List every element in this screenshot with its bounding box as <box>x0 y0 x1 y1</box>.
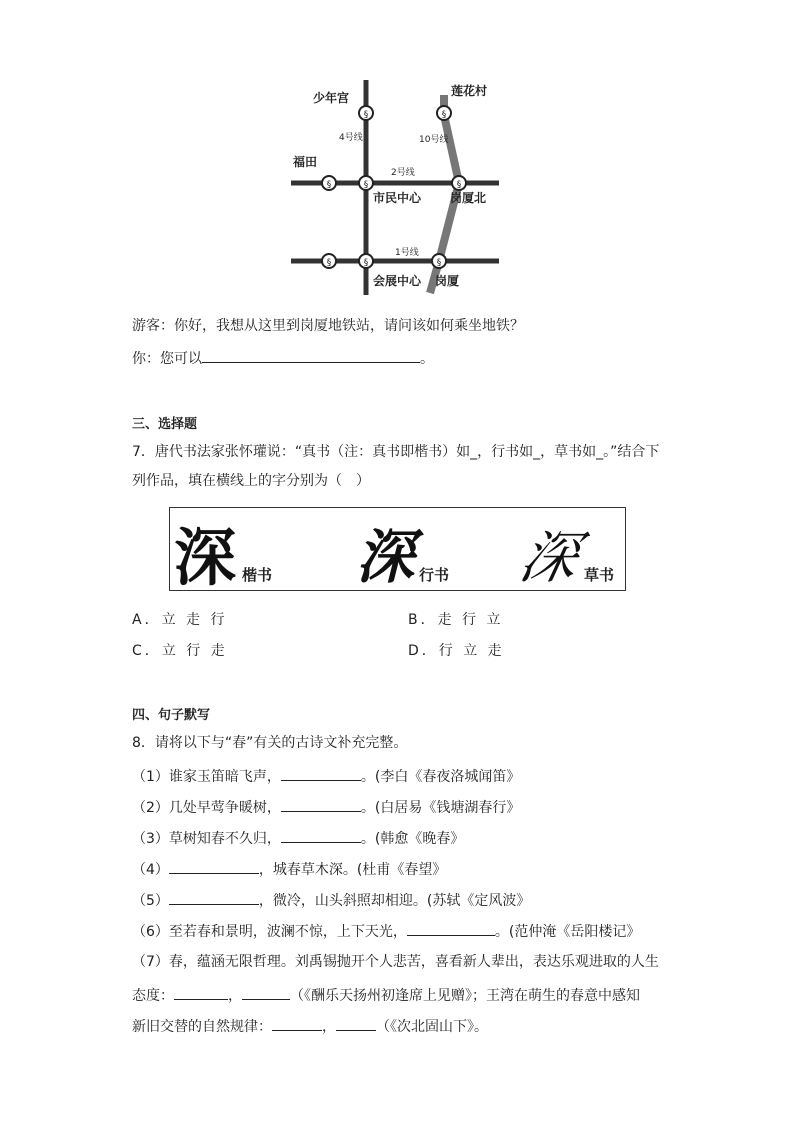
metro-icon <box>437 106 451 120</box>
line-label: 4号线 <box>339 133 363 143</box>
poem-item-3 <box>132 828 464 848</box>
tourist-line: 游客：你好，我想从这里到岗厦地铁站，请问该如何乘坐地铁？ <box>132 318 524 334</box>
station-label: 福田 <box>293 155 318 169</box>
poem-item-1 <box>132 766 520 786</box>
line-label: 2号线 <box>391 168 415 178</box>
question-7: 7．唐代书法家张怀瓘说：“真书（注：真书即楷书）如_，行书如_，草书如_。”结合下 <box>132 444 660 460</box>
poem-blank[interactable] <box>272 1016 322 1031</box>
station-label: 岗厦 <box>435 274 460 288</box>
poem-sep: ， <box>228 988 242 1004</box>
metro-icon <box>359 176 373 190</box>
poem-pre: 态度： <box>132 988 174 1004</box>
xingshu-glyph: 深 <box>356 523 415 591</box>
metro-icon <box>359 106 373 120</box>
svg-text:§: § <box>456 180 462 190</box>
answer-suffix: 。 <box>420 351 434 367</box>
poem-blank[interactable] <box>281 828 361 843</box>
svg-text:§: § <box>363 180 369 190</box>
poem-post: ，微冷，山头斜照却相迎。(苏轼《定风波》 <box>258 893 531 909</box>
poem-item-2 <box>132 797 520 817</box>
poem-pre: （6）至若春和景明，波澜不惊，上下天光， <box>132 924 407 940</box>
kaishu-glyph: 深 <box>174 521 237 594</box>
poem-sep: ， <box>322 1019 336 1035</box>
option-b[interactable]: B．走 行 立 <box>408 612 504 628</box>
poem-pre: （2）几处早莺争暖树， <box>132 800 281 816</box>
poem-pre: 新旧交替的自然规律： <box>132 1019 272 1035</box>
svg-text:§: § <box>441 110 447 120</box>
section-title: 三、选择题 <box>132 417 198 432</box>
poem-blank[interactable] <box>407 921 495 936</box>
line-label: 10号线 <box>419 135 449 145</box>
svg-text:§: § <box>363 258 369 268</box>
station-label: 岗厦北 <box>450 191 487 205</box>
line-label: 1号线 <box>395 248 419 258</box>
poem-blank[interactable] <box>242 985 290 1000</box>
option-a[interactable]: A．立 走 行 <box>132 612 228 628</box>
question-7-cont: 列作品，填在横线上的字分别为（ ） <box>132 473 370 489</box>
poem-blank[interactable] <box>174 985 228 1000</box>
metro-icon <box>359 254 373 268</box>
station-label: 会展中心 <box>373 274 422 288</box>
poem-post: 。(白居易《钱塘湖春行》 <box>360 800 521 816</box>
poem-blank[interactable] <box>169 890 259 905</box>
svg-text:§: § <box>363 110 369 120</box>
metro-icon <box>322 254 336 268</box>
question-8: 8．请将以下与“春”有关的古诗文补充完整。 <box>132 735 408 751</box>
poem-pre: （3）草树知春不久归， <box>132 831 281 847</box>
poem-item-4 <box>132 859 446 879</box>
poem-post: 。(范仲淹《岳阳楼记》 <box>494 924 641 940</box>
poem-item-6 <box>132 921 640 941</box>
metro-icon <box>432 254 446 268</box>
station-label: 市民中心 <box>373 191 422 205</box>
poem-item-7: （7）春，蕴涵无限哲理。刘禹锡抛开个人悲苦，喜看新人辈出，表达乐观进取的人生 <box>132 954 659 970</box>
poem-post: ，城春草木深。(杜甫《春望》 <box>258 862 447 878</box>
answer-blank[interactable] <box>202 348 420 363</box>
metro-icon <box>322 176 336 190</box>
poem-item-7-line2 <box>132 985 640 1005</box>
station-label: 少年宫 <box>313 91 350 105</box>
section-title: 四、句子默写 <box>132 708 211 723</box>
station-label: 莲花村 <box>451 84 488 98</box>
poem-post: 。(韩愈《晚春》 <box>360 831 465 847</box>
kaishu-label: 楷书 <box>242 566 273 584</box>
poem-pre: （1）谁家玉笛暗飞声， <box>132 769 281 785</box>
svg-text:§: § <box>326 258 332 268</box>
xingshu-label: 行书 <box>419 566 450 584</box>
poem-post: （《酬乐天扬州初逢席上见赠》；王湾在萌生的春意中感知 <box>290 988 640 1004</box>
poem-pre: （5） <box>132 893 169 909</box>
answer-prefix: 你：您可以 <box>132 351 202 367</box>
svg-text:§: § <box>326 180 332 190</box>
poem-blank[interactable] <box>169 859 259 874</box>
calligraphy-box <box>169 507 626 594</box>
caoshu-label: 草书 <box>584 566 615 584</box>
poem-pre: （4） <box>132 862 169 878</box>
answer-line <box>132 348 434 368</box>
poem-blank[interactable] <box>336 1016 376 1031</box>
poem-item-7-line3 <box>132 1016 488 1036</box>
svg-text:§: § <box>436 258 442 268</box>
poem-post: 。(李白《春夜洛城闻笛》 <box>360 769 521 785</box>
poem-blank[interactable] <box>281 766 361 781</box>
caoshu-glyph: 深 <box>514 526 584 591</box>
option-c[interactable]: C．立 行 走 <box>132 643 228 659</box>
poem-post: （《次北固山下》。 <box>376 1019 488 1035</box>
metro-map <box>285 75 510 297</box>
poem-item-5 <box>132 890 530 910</box>
option-d[interactable]: D．行 立 走 <box>408 643 505 659</box>
poem-blank[interactable] <box>281 797 361 812</box>
metro-icon <box>452 176 466 190</box>
